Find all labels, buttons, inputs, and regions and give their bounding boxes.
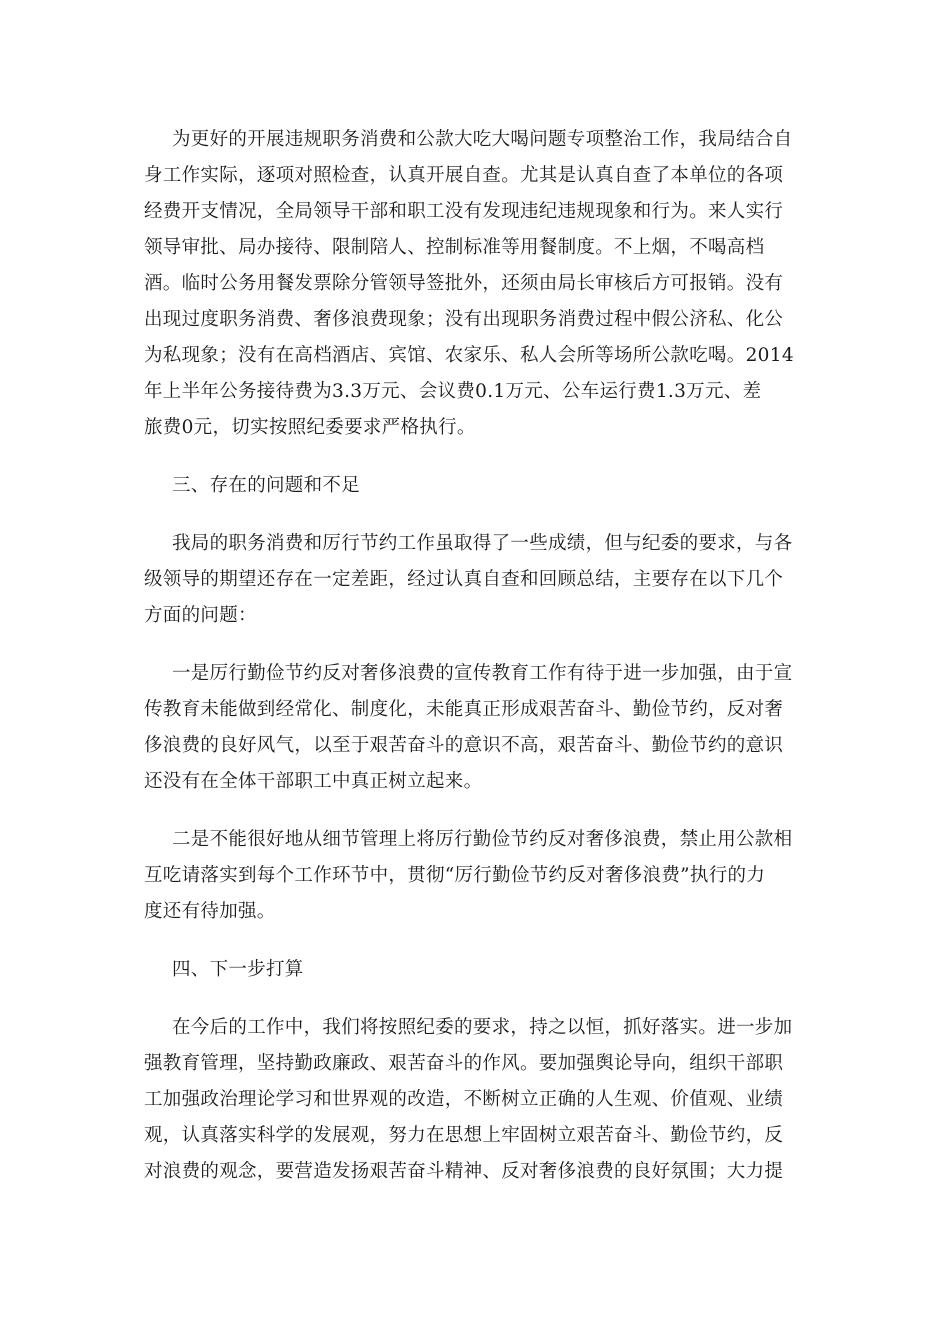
paragraph bbox=[144, 1010, 800, 1190]
text-line: 一是厉行勤俭节约反对奢侈浪费的宣传教育工作有待于进一步加强，由于宣 bbox=[172, 663, 793, 684]
section-heading bbox=[144, 952, 800, 988]
text-line: 酒。临时公务用餐发票除分管领导签批外，还须由局长审核后方可报销。没有 bbox=[144, 273, 784, 294]
text-line: 经费开支情况，全局领导干部和职工没有发现违纪违规现象和行为。来人实行 bbox=[144, 201, 784, 222]
text-line: 四、下一步打算 bbox=[172, 959, 304, 980]
text-line: 我局的职务消费和厉行节约工作虽取得了一些成绩，但与纪委的要求，与各 bbox=[172, 533, 793, 554]
text-line: 度还有待加强。 bbox=[144, 901, 276, 922]
paragraph bbox=[144, 822, 800, 930]
text-line: 互吃请落实到每个工作环节中，贯彻“厉行勤俭节约反对奢侈浪费”执行的力 bbox=[144, 865, 766, 886]
text-line: 领导审批、局办接待、限制陪人、控制标准等用餐制度。不上烟，不喝高档 bbox=[144, 237, 765, 258]
text-line: 观，认真落实科学的发展观，努力在思想上牢固树立艰苦奋斗、勤俭节约，反 bbox=[144, 1125, 784, 1146]
text-line: 在今后的工作中，我们将按照纪委的要求，持之以恒，抓好落实。进一步加 bbox=[172, 1017, 793, 1038]
document-page bbox=[144, 122, 800, 1212]
document-body bbox=[144, 122, 800, 1190]
text-line: 传教育未能做到经常化、制度化，未能真正形成艰苦奋斗、勤俭节约，反对奢 bbox=[144, 699, 784, 720]
text-line: 为更好的开展违规职务消费和公款大吃大喝问题专项整治工作，我局结合自 bbox=[172, 129, 793, 150]
text-line: 工加强政治理论学习和世界观的改造，不断树立正确的人生观、价值观、业绩 bbox=[144, 1089, 784, 1110]
text-line: 强教育管理，坚持勤政廉政、艰苦奋斗的作风。要加强舆论导向，组织干部职 bbox=[144, 1053, 784, 1074]
paragraph bbox=[144, 122, 800, 446]
paragraph bbox=[144, 526, 800, 634]
text-line: 还没有在全体干部职工中真正树立起来。 bbox=[144, 771, 483, 792]
text-line: 二是不能很好地从细节管理上将厉行勤俭节约反对奢侈浪费，禁止用公款相 bbox=[172, 829, 793, 850]
text-line: 方面的问题： bbox=[144, 605, 257, 626]
text-line: 侈浪费的良好风气，以至于艰苦奋斗的意识不高，艰苦奋斗、勤俭节约的意识 bbox=[144, 735, 784, 756]
text-line: 为私现象；没有在高档酒店、宾馆、农家乐、私人会所等场所公款吃喝。2014 bbox=[144, 345, 794, 366]
text-line: 身工作实际，逐项对照检查，认真开展自查。尤其是认真自查了本单位的各项 bbox=[144, 165, 784, 186]
text-line: 出现过度职务消费、奢侈浪费现象；没有出现职务消费过程中假公济私、化公 bbox=[144, 309, 784, 330]
text-line: 对浪费的观念，要营造发扬艰苦奋斗精神、反对奢侈浪费的良好氛围；大力提 bbox=[144, 1161, 784, 1182]
paragraph bbox=[144, 656, 800, 800]
section-heading bbox=[144, 468, 800, 504]
text-line: 年上半年公务接待费为3.3万元、会议费0.1万元、公车运行费1.3万元、差 bbox=[144, 381, 762, 402]
text-line: 级领导的期望还存在一定差距，经过认真自查和回顾总结，主要存在以下几个 bbox=[144, 569, 784, 590]
text-line: 旅费0元，切实按照纪委要求严格执行。 bbox=[144, 417, 476, 438]
text-line: 三、存在的问题和不足 bbox=[172, 475, 361, 496]
